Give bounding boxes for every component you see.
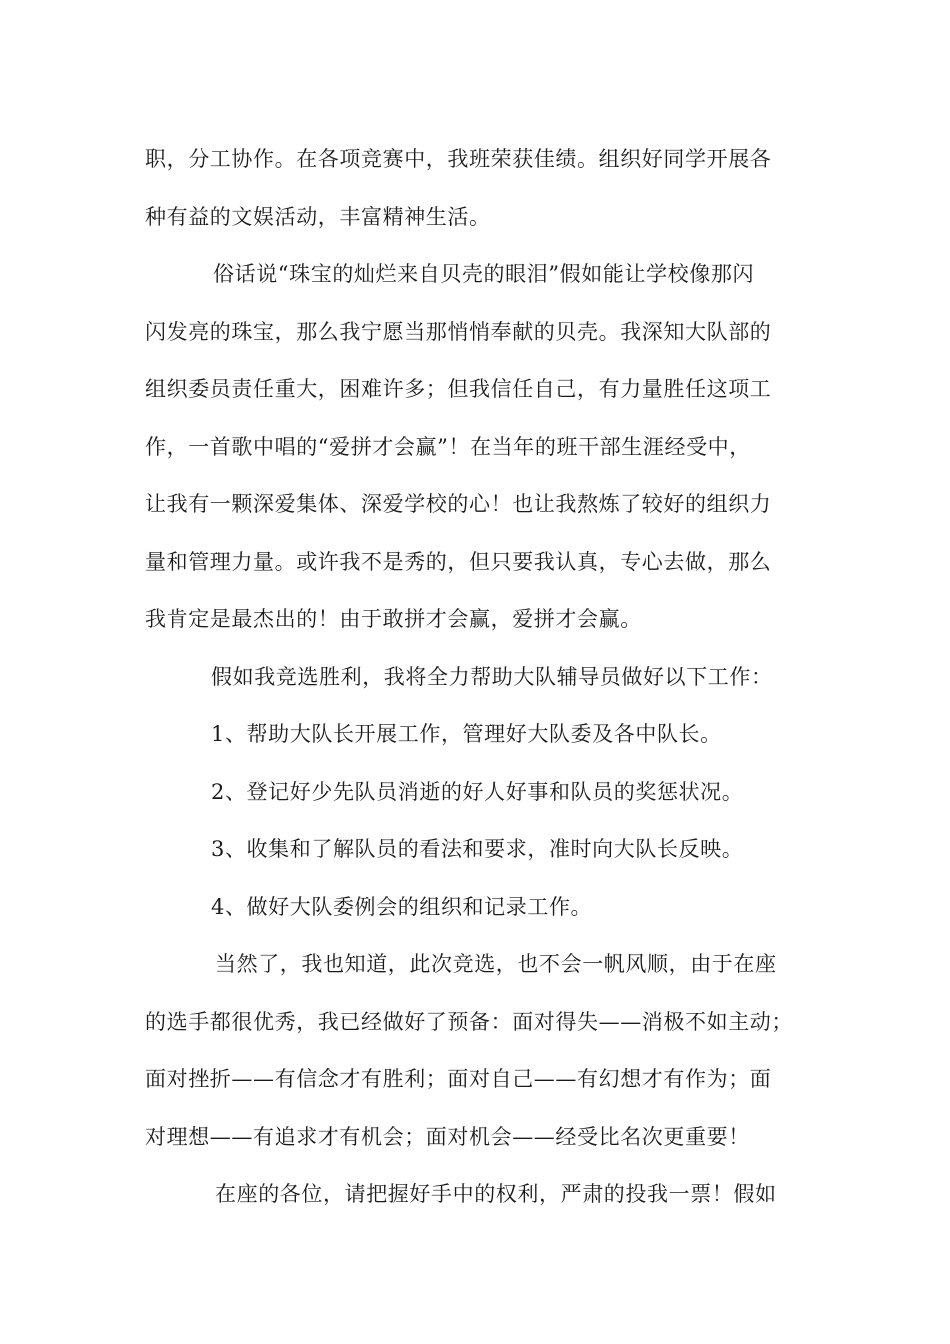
text-line-15: 当然了，我也知道，此次竞选，也不会一帆风顺，由于在座 xyxy=(215,952,777,976)
list-item-3: 3、收集和了解队员的看法和要求，准时向大队长反映。 xyxy=(211,837,744,861)
text-line-8: 量和管理力量。或许我不是秀的，但只要我认真，专心去做，那么 xyxy=(145,549,772,574)
text-line-7: 让我有一颗深爱集体、深爱学校的心！也让我熬炼了较好的组织力 xyxy=(145,492,772,516)
text-line-6: 作，一首歌中唱的“爱拼才会赢”！在当年的班干部生涯经受中， xyxy=(145,434,751,459)
text-line-18: 对理想——有追求才有机会；面对机会——经受比名次更重要！ xyxy=(145,1124,750,1149)
text-line-2: 种有益的文娱活动，丰富精神生活。 xyxy=(145,204,491,229)
text-line-5: 组织委员责任重大，困难许多；但我信任自己，有力量胜任这项工 xyxy=(145,377,772,401)
list-item-2: 2、登记好少先队员消逝的好人好事和队员的奖惩状况。 xyxy=(211,779,744,804)
text-line-17: 面对挫折——有信念才有胜利；面对自己——有幻想才有作为；面 xyxy=(145,1067,772,1091)
text-line-4: 闪发亮的珠宝，那么我宁愿当那悄悄奉献的贝壳。我深知大队部的 xyxy=(145,319,772,344)
text-line-1: 职，分工协作。在各项竞赛中，我班荣获佳绩。组织好同学开展各 xyxy=(145,147,772,171)
text-line-10: 假如我竞选胜利，我将全力帮助大队辅导员做好以下工作： xyxy=(211,664,773,689)
text-line-19: 在座的各位，请把握好手中的权利，严肃的投我一票！假如 xyxy=(215,1182,777,1206)
text-line-16: 的选手都很优秀，我已经做好了预备：面对得失——消极不如主动； xyxy=(145,1009,793,1034)
text-line-9: 我肯定是最杰出的！由于敢拼才会赢，爱拼才会赢。 xyxy=(145,607,642,631)
speech-body-text xyxy=(145,131,813,1224)
list-item-4: 4、做好大队委例会的组织和记录工作。 xyxy=(211,894,593,919)
list-item-1: 1、帮助大队长开展工作，管理好大队委及各中队长。 xyxy=(211,722,722,746)
text-line-3: 俗话说“珠宝的灿烂来自贝壳的眼泪”假如能让学校像那闪 xyxy=(213,262,755,286)
